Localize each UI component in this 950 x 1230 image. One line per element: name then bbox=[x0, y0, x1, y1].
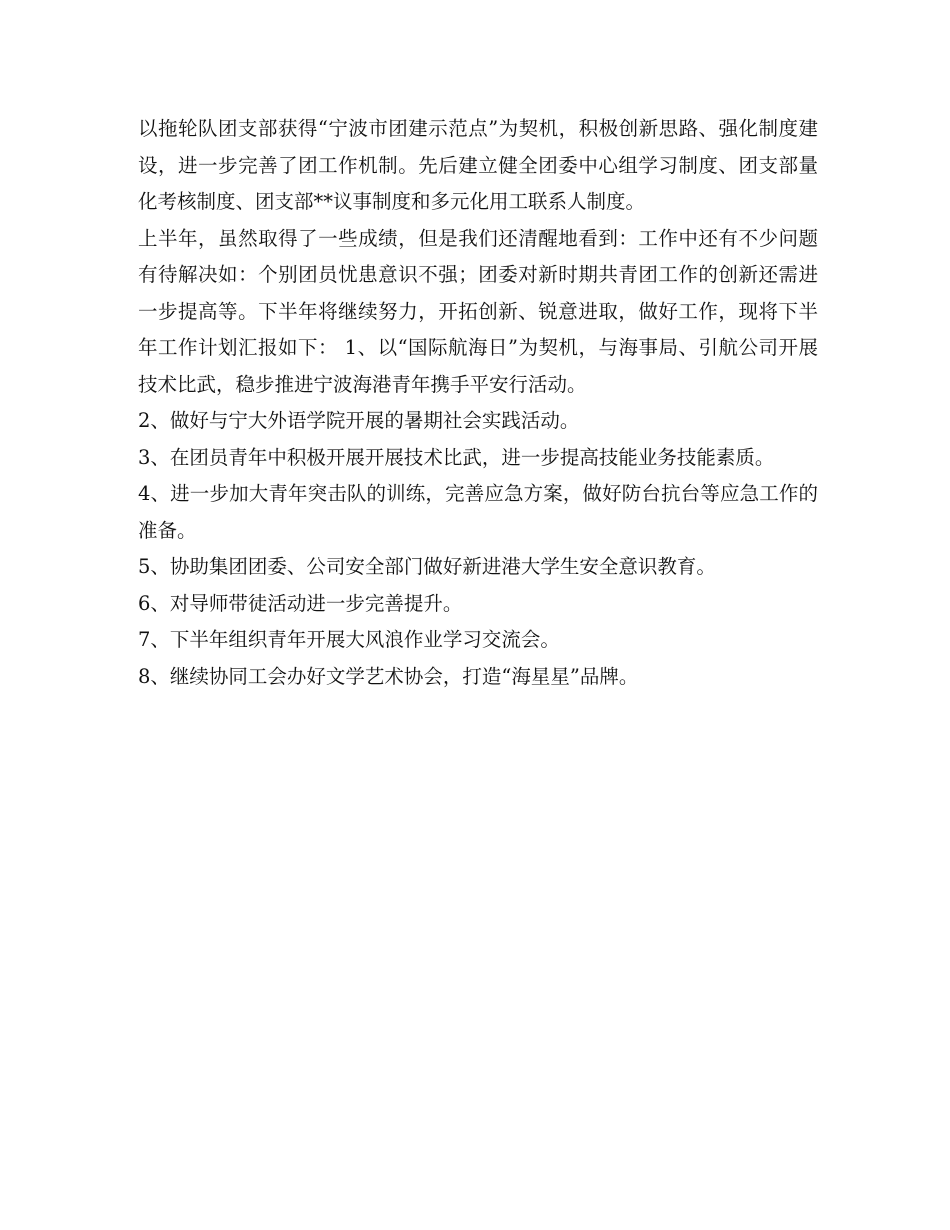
plan-item-7: 7、下半年组织青年开展大风浪作业学习交流会。 bbox=[138, 628, 560, 651]
plan-item-3: 3、在团员青年中积极开展开展技术比武，进一步提高技能业务技能素质。 bbox=[138, 445, 775, 469]
plan-item-6: 6、对导师带徒活动进一步完善提升。 bbox=[138, 591, 463, 615]
plan-item-8: 8、继续协同工会办好文学艺术协会，打造“海星星”品牌。 bbox=[138, 664, 639, 688]
document-body bbox=[138, 111, 818, 695]
paragraph-half-year-summary: 上半年，虽然取得了一些成绩，但是我们还清醒地看到：工作中还有不少问题有待解决如：个别团员忧患意识不强；团委对新时期共青团工作的创新还需进一步提高等。下半年将继续努力，开拓创新、锐意进取，做好工作，现将下半年工作计划汇报如下： 1、以“国际航海日”为契机，与海事局、引航公司开展技术比武，稳步推进宁波海港青年携手平安行活动。 bbox=[138, 226, 818, 396]
paragraph-team-building: 以拖轮队团支部获得“宁波市团建示范点”为契机，积极创新思路、强化制度建设，进一步完善了团工作机制。先后建立健全团委中心组学习制度、团支部量化考核制度、团支部**议事制度和多元化用工联系人制度。 bbox=[138, 117, 818, 213]
plan-item-4: 4、进一步加大青年突击队的训练，完善应急方案，做好防台抗台等应急工作的准备。 bbox=[138, 482, 818, 542]
plan-item-2: 2、做好与宁大外语学院开展的暑期社会实践活动。 bbox=[138, 409, 580, 432]
plan-item-5: 5、协助集团团委、公司安全部门做好新进港大学生安全意识教育。 bbox=[138, 555, 716, 578]
